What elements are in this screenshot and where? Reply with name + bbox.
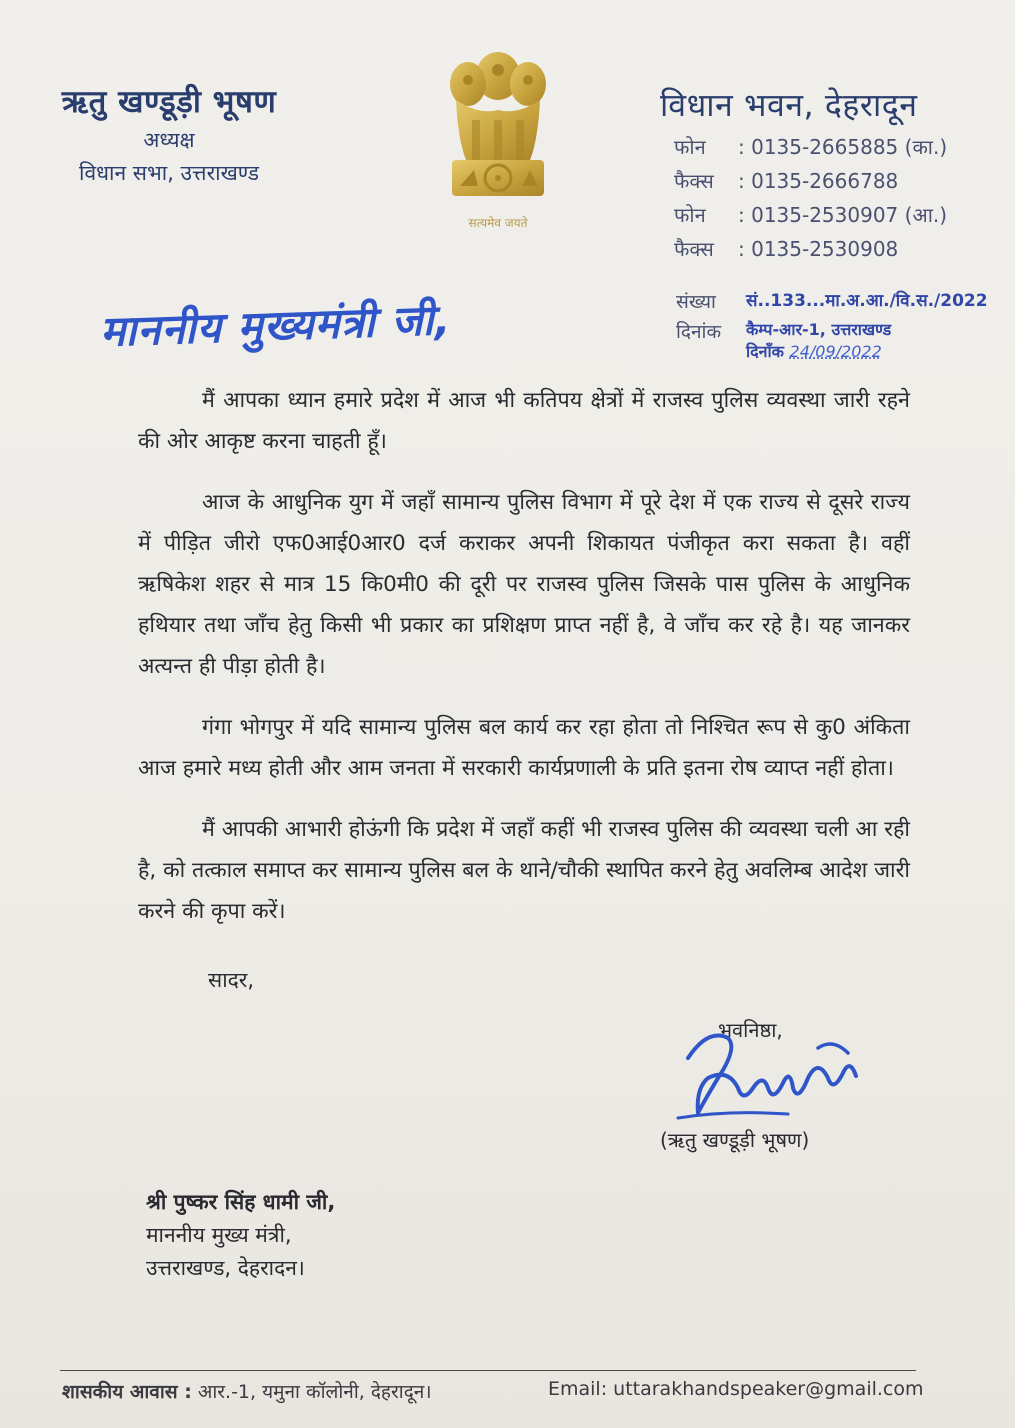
contact-value: : 0135-2530908 [738, 237, 899, 261]
reference-number-row [676, 288, 1015, 318]
recipient-location: उत्तराखण्ड, देहरादन। [146, 1256, 305, 1280]
contact-row [660, 232, 960, 266]
residence-address [62, 1378, 432, 1404]
sender-role: अध्यक्ष [143, 128, 195, 152]
office-address: विधान भवन, देहरादून [660, 86, 918, 124]
national-emblem-icon [438, 40, 558, 240]
reference-block [676, 288, 1015, 361]
reference-number-stamp: सं..133...मा.अ.आ./वि.स./2022 [746, 291, 988, 311]
contact-value: : 0135-2665885 (का.) [738, 135, 948, 159]
handwritten-salutation: माननीय मुख्यमंत्री जी, [99, 294, 453, 357]
sender-name: ऋतु खण्डूड़ी भूषण [61, 84, 277, 120]
contact-row [660, 198, 960, 232]
body-paragraph: मैं आपकी आभारी होऊंगी कि प्रदेश में जहाँ कहीं भी राजस्व पुलिस की व्यवस्था चली आ रही है, को तत्काल समाप्त कर सामान्य पुलिस बल के थाने/चौकी स्थापित करने हेतु अवलिम्ब आदेश जारी करने की कृपा करें। [138, 817, 910, 924]
contact-label: फोन [674, 203, 706, 227]
sender-house: विधान सभा, उत्तराखण्ड [79, 161, 259, 185]
contact-label: फैक्स [674, 169, 714, 193]
residence-label: शासकीय आवास : [62, 1381, 192, 1403]
footer-divider [60, 1370, 916, 1371]
emblem-motto: सत्यमेव जयते [468, 216, 528, 230]
recipient-name: श्री पुष्कर सिंह धामी जी, [146, 1190, 336, 1214]
contact-row [660, 164, 960, 198]
signatory-name: (ऋतु खण्डूड़ी भूषण) [660, 1128, 810, 1152]
footer-email: Email: uttarakhandspeaker@gmail.com [548, 1378, 924, 1400]
body-paragraph: मैं आपका ध्यान हमारे प्रदेश में आज भी कतिपय क्षेत्रों में राजस्व पुलिस व्यवस्था जारी रहने की ओर आकृष्ट करना चाहती हूँ। [138, 388, 910, 454]
contact-row [660, 130, 960, 164]
date-stamp [746, 340, 882, 362]
camp-stamp: कैम्प-आर-1, उत्तराखण्ड [746, 320, 892, 339]
handwritten-signature-icon [668, 1018, 868, 1128]
contact-value: : 0135-2530907 (आ.) [738, 203, 948, 227]
contact-value: : 0135-2666788 [738, 169, 899, 193]
body-paragraph: गंगा भोगपुर में यदि सामान्य पुलिस बल कार्य कर रहा होता तो निश्चित रूप से कु0 अंकिता आज हमारे मध्य होती और आम जनता में सरकारी कार्यप्रणाली के प्रति इतना रोष व्याप्त नहीं होता। [138, 715, 910, 781]
letterhead-left [24, 80, 314, 190]
body-paragraph: आज के आधुनिक युग में जहाँ सामान्य पुलिस विभाग में पूरे देश में एक राज्य से दूसरे राज्य में पीड़ित जीरो एफ0आई0आर0 दर्ज कराकर अपनी शिकायत पंजीकृत करा सकता है। वहीं ऋषिकेश शहर से मात्र 15 कि0मी0 की दूरी पर राजस्व पुलिस जिसके पास पुलिस के आधुनिक हथियार तथा जाँच हेतु किसी भी प्रकार का प्रशिक्षण प्राप्त नहीं है, वे जाँच कर रहे है। यह जानकर अत्यन्त ही पीड़ा होती है। [138, 490, 910, 679]
recipient-block [146, 1186, 335, 1285]
reference-number-label: संख्या [676, 291, 716, 313]
signature-closing: भवनिष्ठा, [718, 1018, 783, 1042]
date-prefix: दिनाँक [746, 342, 784, 361]
letterhead-right [660, 80, 960, 266]
reference-date-label: दिनांक [676, 321, 722, 343]
closing-regards: सादर, [208, 968, 255, 992]
contact-label: फैक्स [674, 237, 714, 261]
handwritten-date: 24/09/2022 [789, 342, 882, 361]
contact-label: फोन [674, 135, 706, 159]
residence-value: आर.-1, यमुना कॉलोनी, देहरादून। [197, 1381, 432, 1403]
recipient-title: माननीय मुख्य मंत्री, [146, 1223, 292, 1247]
letter-body [138, 380, 910, 952]
